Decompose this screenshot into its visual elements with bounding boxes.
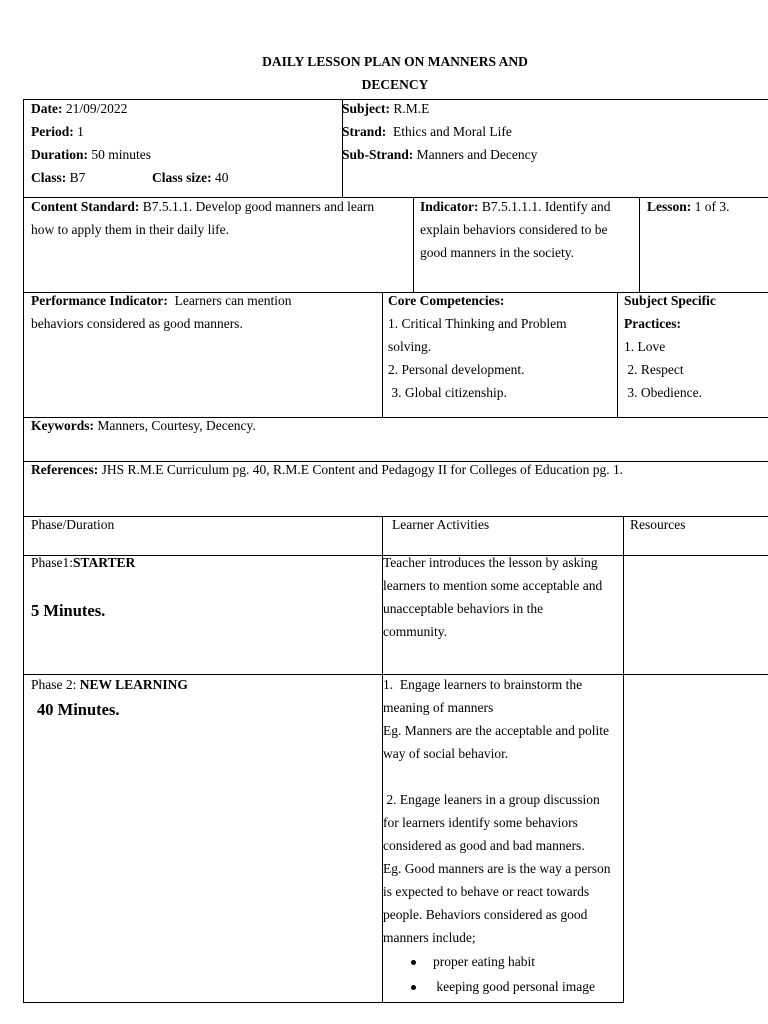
keywords-value: Manners, Courtesy, Decency. — [94, 418, 256, 433]
activity-line: way of social behavior. — [383, 746, 509, 761]
content-standard-text: B7.5.1.1. Develop good manners and learn — [139, 199, 375, 214]
strand-row — [342, 120, 762, 143]
activity-line: community. — [383, 624, 447, 639]
lesson-value: 1 of 3. — [691, 199, 730, 214]
col-divider — [623, 516, 624, 1003]
class-value: B7 — [66, 170, 86, 185]
activity-line: considered as good and bad manners. — [383, 838, 585, 853]
table-border-bottom — [23, 1002, 623, 1003]
performance-indicator-label: Performance Indicator: — [31, 293, 168, 308]
activity-line: 2. Engage leaners in a group discussion — [383, 792, 600, 807]
resources-header: Resources — [630, 517, 686, 532]
performance-indicator-cell — [31, 289, 381, 335]
col-divider — [413, 197, 414, 292]
period-value: 1 — [73, 124, 84, 139]
date-value: 21/09/2022 — [62, 101, 128, 116]
strand-value: Ethics and Moral Life — [386, 124, 512, 139]
duration-value: 50 minutes — [88, 147, 151, 162]
core-competencies-cell — [388, 289, 616, 404]
content-standard-label: Content Standard: — [31, 199, 140, 214]
phase-duration-header: Phase/Duration — [31, 517, 115, 532]
content-standard-cell — [31, 195, 411, 241]
document-title — [0, 50, 768, 96]
indicator-text-3: good manners in the society. — [420, 245, 574, 260]
col-divider — [617, 292, 618, 417]
phase2-prefix: Phase 2: — [31, 677, 80, 692]
substrand-label: Sub-Strand: — [342, 147, 414, 162]
competency-item: 3. Global citizenship. — [388, 385, 507, 400]
phase1-activities — [383, 551, 621, 643]
phase1-name: STARTER — [73, 555, 136, 570]
indicator-cell — [420, 195, 638, 264]
col-divider — [639, 197, 640, 292]
lesson-label: Lesson: — [647, 199, 692, 214]
references-value: JHS R.M.E Curriculum pg. 40, R.M.E Content and Pedagogy II for Colleges of Education pg. 1. — [98, 462, 624, 477]
practice-item: 1. Love — [624, 339, 666, 354]
class-label: Class: — [31, 170, 67, 185]
keywords-cell — [31, 414, 761, 437]
subject-row — [342, 97, 762, 120]
header-left-cell — [31, 97, 341, 189]
class-size-value: 40 — [211, 170, 229, 185]
competency-item: 1. Critical Thinking and Problem — [388, 316, 567, 331]
activity-line: people. Behaviors considered as good — [383, 907, 588, 922]
bullet-dot-icon — [411, 985, 416, 990]
activity-line: Eg. Manners are the acceptable and polite — [383, 723, 610, 738]
duration-label: Duration: — [31, 147, 88, 162]
date-row — [31, 97, 341, 120]
references-label: References: — [31, 462, 99, 477]
phase2-cell — [31, 673, 371, 696]
class-size-group — [152, 166, 229, 189]
bullet-item: proper eating habit — [433, 954, 535, 969]
header-right-cell — [342, 97, 762, 166]
practices-label: Subject Specific — [624, 293, 716, 308]
indicator-text: B7.5.1.1.1. Identify and — [478, 199, 611, 214]
class-size-label: Class size: — [152, 170, 212, 185]
performance-indicator-text: Learners can mention — [167, 293, 292, 308]
performance-indicator-text-2: behaviors considered as good manners. — [31, 316, 243, 331]
bullet-dot-icon — [411, 960, 416, 965]
keywords-label: Keywords: — [31, 418, 94, 433]
subject-practices-cell — [624, 289, 764, 404]
core-competencies-label: Core Competencies: — [388, 293, 505, 308]
duration-row — [31, 143, 341, 166]
practices-label-2: Practices: — [624, 316, 681, 331]
learner-activities-header: Learner Activities — [392, 517, 490, 532]
subject-value: R.M.E — [390, 101, 430, 116]
table-border-left — [23, 99, 24, 1003]
activity-line: learners to mention some acceptable and — [383, 578, 603, 593]
competency-item: 2. Personal development. — [388, 362, 525, 377]
strand-label: Strand: — [342, 124, 387, 139]
phase1-cell — [31, 551, 371, 574]
activity-line: for learners identify some behaviors — [383, 815, 578, 830]
competency-item: solving. — [388, 339, 432, 354]
bullet-item: keeping good personal image — [433, 979, 595, 994]
period-row — [31, 120, 341, 143]
references-cell — [31, 458, 766, 481]
phase1-duration: 5 Minutes. — [31, 601, 106, 620]
practice-item: 3. Obedience. — [624, 385, 702, 400]
title-line-2: DECENCY — [361, 77, 429, 92]
indicator-label: Indicator: — [420, 199, 479, 214]
substrand-value: Manners and Decency — [413, 147, 538, 162]
activity-line: meaning of manners — [383, 700, 494, 715]
lesson-cell — [647, 195, 767, 218]
activity-line: manners include; — [383, 930, 476, 945]
substrand-row — [342, 143, 762, 166]
activity-line: is expected to behave or react towards — [383, 884, 590, 899]
activity-line: Eg. Good manners are is the way a person — [383, 861, 611, 876]
activity-line: 1. Engage learners to brainstorm the — [383, 677, 583, 692]
phase1-prefix: Phase1: — [31, 555, 73, 570]
title-line-1: DAILY LESSON PLAN ON MANNERS AND — [262, 54, 528, 69]
date-label: Date: — [31, 101, 63, 116]
practice-item: 2. Respect — [624, 362, 684, 377]
class-row — [31, 166, 341, 189]
blank-line — [383, 765, 623, 788]
phase2-name: NEW LEARNING — [79, 677, 188, 692]
activity-line: Teacher introduces the lesson by asking — [383, 555, 598, 570]
activity-line: unacceptable behaviors in the — [383, 601, 544, 616]
phase2-duration: 40 Minutes. — [37, 700, 120, 719]
col-divider — [382, 292, 383, 417]
indicator-text-2: explain behaviors considered to be — [420, 222, 608, 237]
content-standard-text-2: how to apply them in their daily life. — [31, 222, 229, 237]
phase2-activities — [383, 673, 623, 949]
period-label: Period: — [31, 124, 74, 139]
subject-label: Subject: — [342, 101, 390, 116]
